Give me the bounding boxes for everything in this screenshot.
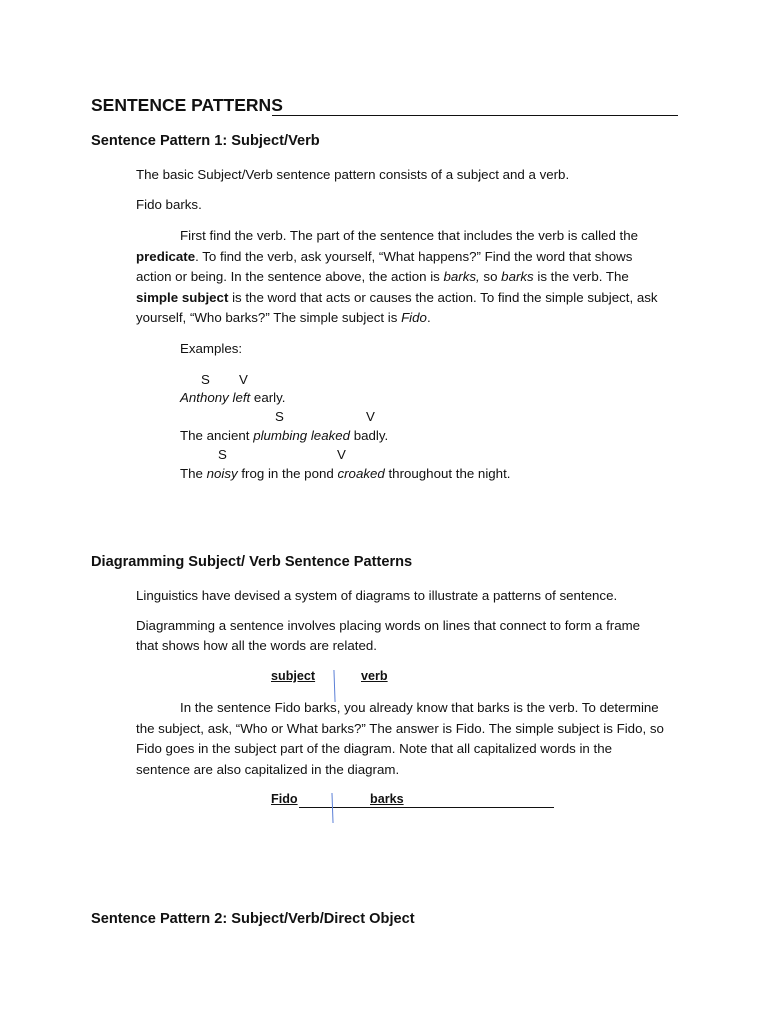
ex1-italic: Anthony left bbox=[180, 390, 251, 405]
diagram1-subject: subject bbox=[271, 669, 316, 683]
ex2-marker-s: S bbox=[275, 409, 284, 424]
page-title: SENTENCE PATTERNS bbox=[91, 95, 283, 115]
example-3 bbox=[180, 464, 510, 485]
diagram2-verb: barks bbox=[370, 792, 404, 806]
para-text-5: is the word that acts or causes the action. To find the simple subject, ask yourself, “Who barks?” The simple subject is bbox=[136, 289, 658, 325]
para-text-3: so bbox=[479, 269, 502, 284]
para-bold-simple-subject: simple subject bbox=[136, 289, 229, 305]
ex2-marker-v: V bbox=[366, 409, 375, 424]
ex1-marker-v: V bbox=[239, 372, 248, 387]
section2-paragraph-2-line-2: that shows how all the words are related. bbox=[136, 638, 377, 653]
section1-heading: Sentence Pattern 1: Subject/Verb bbox=[91, 133, 320, 149]
section2-paragraph-2-line-1: Diagramming a sentence involves placing words on lines that connect to form a frame bbox=[136, 618, 641, 633]
diagram2-subject: Fido bbox=[271, 792, 298, 806]
ex3-marker-v: V bbox=[337, 447, 346, 462]
para-text-6: . bbox=[426, 310, 431, 325]
para-text-2: . To find the verb, ask yourself, “What happens?” Find the word that shows action or being. In the sentence above, the action is bbox=[136, 248, 633, 284]
diagram2-baseline bbox=[299, 807, 554, 808]
diagram2-divider bbox=[331, 793, 333, 823]
ex2-italic: plumbing leaked bbox=[253, 428, 351, 443]
ex3-text-3: throughout the night. bbox=[384, 466, 511, 481]
ex3-text-1: The bbox=[180, 466, 207, 481]
ex3-italic-croaked: croaked bbox=[337, 466, 385, 481]
section3-heading: Sentence Pattern 2: Subject/Verb/Direct Object bbox=[91, 911, 415, 927]
section2-paragraph-1: Linguistics have devised a system of diagrams to illustrate a patterns of sentence. bbox=[136, 588, 618, 603]
section1-example-sentence: Fido barks. bbox=[136, 197, 202, 212]
diagram1-verb: verb bbox=[361, 669, 388, 683]
section2-paragraph-3: In the sentence Fido barks, you already know that barks is the verb. To determine the subject, ask, “Who or What barks?” The answer is Fido. The simple subject is Fido, so Fido goes in the subject part of the diagram. Note that all capitalized words in the sentence are also capitalized in the diagram. bbox=[136, 700, 664, 777]
ex3-marker-s: S bbox=[218, 447, 227, 462]
examples-label: Examples: bbox=[180, 341, 243, 356]
ex2-text-1: The ancient bbox=[180, 428, 254, 443]
ex3-italic-noisy: noisy bbox=[206, 466, 238, 481]
section2-heading: Diagramming Subject/ Verb Sentence Patterns bbox=[91, 554, 413, 570]
para-bold-predicate: predicate bbox=[136, 248, 196, 264]
para-text-1: First find the verb. The part of the sentence that includes the verb is called the bbox=[180, 228, 639, 243]
ex2-text-2: badly. bbox=[350, 428, 389, 443]
section1-paragraph bbox=[136, 226, 664, 329]
example-2 bbox=[180, 426, 388, 447]
example-1 bbox=[180, 388, 285, 409]
ex1-text: early. bbox=[250, 390, 286, 405]
ex3-text-2: frog in the pond bbox=[237, 466, 338, 481]
para-italic-barks-1: barks, bbox=[443, 269, 480, 284]
ex1-marker-s: S bbox=[201, 372, 210, 387]
title-underline bbox=[272, 115, 678, 116]
para-text-4: is the verb. The bbox=[533, 269, 629, 284]
para-italic-barks-2: barks bbox=[501, 269, 534, 284]
section1-intro: The basic Subject/Verb sentence pattern consists of a subject and a verb. bbox=[136, 167, 570, 182]
para-italic-fido: Fido bbox=[401, 310, 427, 325]
